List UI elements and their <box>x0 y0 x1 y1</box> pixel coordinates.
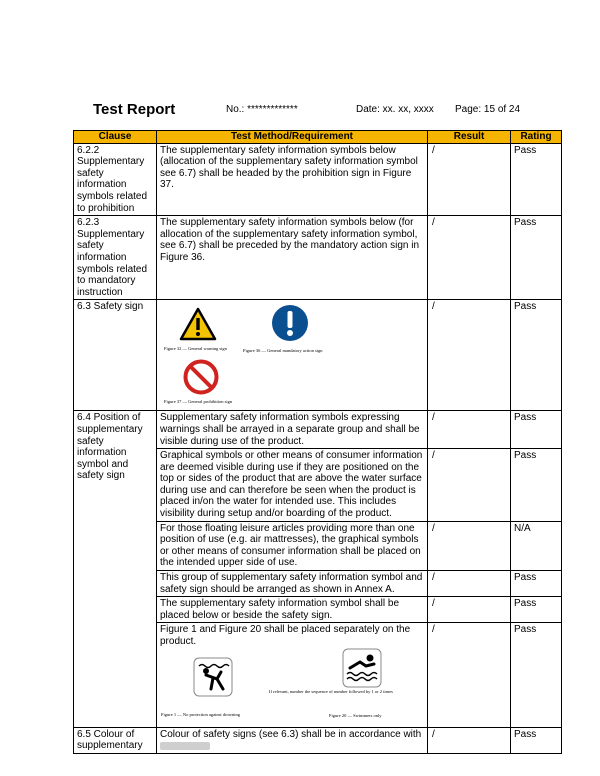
rating-cell: Pass <box>511 216 562 300</box>
result-cell: / <box>428 411 511 449</box>
table-row <box>74 727 562 753</box>
rating-cell: N/A <box>511 521 562 570</box>
requirement-cell: The supplementary safety information symbols below (allocation of the supplementary safety information symbol see 6.7) shall be headed by the prohibition sign in Figure 37. <box>157 143 428 216</box>
swimmers-only-icon <box>342 648 382 688</box>
column-header-rating: Rating <box>511 131 562 144</box>
prohibition-sign-caption: Figure 37 — General prohibition sign <box>164 399 233 405</box>
rating-cell: Pass <box>511 300 562 411</box>
figure-cell <box>157 300 428 411</box>
prohibition-sign-icon <box>183 359 219 395</box>
table-row <box>74 411 562 449</box>
result-cell: / <box>428 571 511 597</box>
result-cell: / <box>428 597 511 623</box>
requirement-cell <box>157 623 428 727</box>
requirement-text: Figure 1 and Figure 20 shall be placed separately on the product. <box>160 624 411 647</box>
result-cell: / <box>428 143 511 216</box>
table-row <box>74 143 562 216</box>
test-table <box>73 130 562 754</box>
result-cell: / <box>428 623 511 727</box>
rating-cell: Pass <box>511 597 562 623</box>
result-cell: / <box>428 727 511 753</box>
report-number: No.: ************* <box>226 104 298 115</box>
rating-cell: Pass <box>511 623 562 727</box>
requirement-cell: This group of supplementary safety information symbol and safety sign should be arranged as shown in Annex A. <box>157 571 428 597</box>
clause-cell: 6.2.2 Supplementary safety information symbols related to prohibition <box>74 143 157 216</box>
clause-cell: 6.5 Colour of supplementary <box>74 727 157 753</box>
requirement-cell <box>157 727 428 753</box>
requirement-cell: The supplementary safety information symbol shall be placed below or beside the safety sign. <box>157 597 428 623</box>
requirement-cell: Graphical symbols or other means of consumer information are deemed visible during use if they are positioned on the top or sides of the product that are above the water surface during use and can therefore be seen when the product is placed in/on the water for intended use. This includes visibility during setup and/or boarding of the product. <box>157 449 428 522</box>
requirement-text: Colour of safety signs (see 6.3) shall be in accordance with <box>160 728 422 740</box>
figure-1-caption: Figure 1 — No protection against drowning <box>161 711 240 717</box>
figure-20-caption: Figure 20 — Swimmers only <box>329 712 382 718</box>
report-title: Test Report <box>93 101 176 118</box>
rating-cell: Pass <box>511 143 562 216</box>
rating-cell: Pass <box>511 727 562 753</box>
no-protection-drowning-icon <box>193 657 233 697</box>
clause-cell: 6.4 Position of supplementary safety information symbol and safety sign <box>74 411 157 727</box>
result-cell: / <box>428 216 511 300</box>
mandatory-action-sign-icon <box>271 304 309 342</box>
clause-cell: 6.2.3 Supplementary safety information symbols related to mandatory instruction <box>74 216 157 300</box>
mandatory-sign-caption: Figure 36 — General mandatory action sign <box>243 348 323 354</box>
column-header-result: Result <box>428 131 511 144</box>
requirement-cell: For those floating leisure articles providing more than one position of use (e.g. air mattresses), the graphical symbols or other means of consumer information shall be placed on the intended upper side of use. <box>157 521 428 570</box>
redacted-text <box>160 742 210 750</box>
figure-note: If relevant, number the sequence of number followed by 1 or 2 times <box>269 688 393 694</box>
result-cell: / <box>428 521 511 570</box>
result-cell: / <box>428 449 511 522</box>
warning-sign-caption: Figure 32 — General warning sign <box>164 346 227 352</box>
requirement-cell: The supplementary safety information symbols below (for allocation of the supplementary safety information symbol, see 6.7) shall be preceded by the mandatory action sign in Figure 36. <box>157 216 428 300</box>
table-row <box>74 216 562 300</box>
rating-cell: Pass <box>511 411 562 449</box>
report-date: Date: xx. xx, xxxx <box>356 104 434 115</box>
rating-cell: Pass <box>511 449 562 522</box>
column-header-clause: Clause <box>74 131 157 144</box>
column-header-requirement: Test Method/Requirement <box>157 131 428 144</box>
result-cell: / <box>428 300 511 411</box>
clause-cell: 6.3 Safety sign <box>74 300 157 411</box>
warning-sign-icon <box>179 307 217 341</box>
report-header <box>0 101 600 121</box>
requirement-cell: Supplementary safety information symbols expressing warnings shall be arrayed in a separate group and shall be visible during use of the product. <box>157 411 428 449</box>
table-header-row <box>74 131 562 144</box>
rating-cell: Pass <box>511 571 562 597</box>
table-row <box>74 300 562 411</box>
page-number: Page: 15 of 24 <box>455 104 521 115</box>
